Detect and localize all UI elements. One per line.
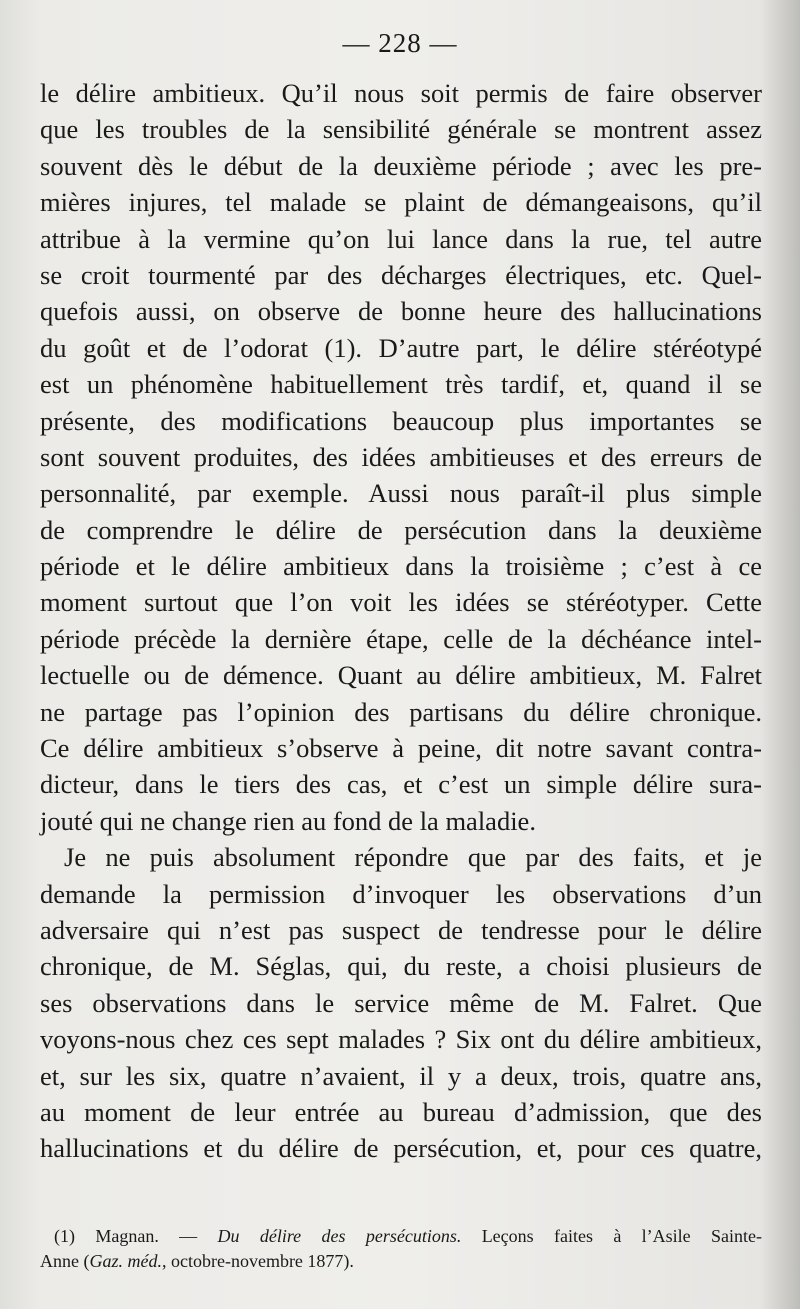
- text-line: est un phénomène habituellement très tardif, et, quand il se: [40, 369, 762, 400]
- text-line: présente, des modifications beaucoup plus importantes se: [40, 405, 762, 436]
- footnote-line: [40, 1249, 762, 1274]
- text-line: mières injures, tel malade se plaint de démangeaisons, qu’il: [40, 187, 762, 218]
- footnote-marker: (1) Magnan. —: [54, 1226, 218, 1246]
- text-line: personnalité, par exemple. Aussi nous paraît-il plus simple: [40, 478, 762, 509]
- text-line: de comprendre le délire de persécution dans la deuxième: [40, 514, 762, 545]
- text-line: du goût et de l’odorat (1). D’autre part, le délire stéréotypé: [40, 332, 762, 363]
- footnote: [40, 1224, 762, 1274]
- text-line: période et le délire ambitieux dans la troisième ; c’est à ce: [40, 551, 762, 582]
- footnote-text: Anne (: [40, 1251, 90, 1271]
- text-line: se croit tourmenté par des décharges électriques, etc. Quel-: [40, 259, 762, 290]
- page-number: — 228 —: [342, 28, 458, 58]
- text-line: hallucinations et du délire de persécution, et, pour ces quatre,: [40, 1133, 762, 1164]
- paragraph-first-line: Je ne puis absolument répondre que par des faits, et je: [64, 842, 762, 873]
- footnote-text: Leçons faites à l’Asile Sainte-: [461, 1226, 762, 1246]
- text-line: dicteur, dans le tiers des cas, et c’est un simple délire sura-: [40, 769, 762, 800]
- footnote-text: , octobre-novembre 1877).: [161, 1251, 354, 1271]
- text-line: quefois aussi, on observe de bonne heure des hallucinations: [40, 296, 762, 327]
- text-line: au moment de leur entrée au bureau d’admission, que des: [40, 1096, 762, 1127]
- text-line: voyons-nous chez ces sept malades ? Six ont du délire ambitieux,: [40, 1024, 762, 1055]
- text-line: que les troubles de la sensibilité générale se montrent assez: [40, 114, 762, 145]
- text-line: ne partage pas l’opinion des partisans du délire chronique.: [40, 696, 762, 727]
- text-line: moment surtout que l’on voit les idées se stéréotyper. Cette: [40, 587, 762, 618]
- text-line: attribue à la vermine qu’on lui lance dans la rue, tel autre: [40, 223, 762, 254]
- footnote-line: [40, 1224, 762, 1249]
- text-line: période précède la dernière étape, celle de la déchéance intel-: [40, 623, 762, 654]
- text-line: sont souvent produites, des idées ambitieuses et des erreurs de: [40, 441, 762, 472]
- footnote-title: Du délire des persécutions.: [217, 1226, 462, 1246]
- text-line: Ce délire ambitieux s’observe à peine, dit notre savant contra-: [40, 733, 762, 764]
- text-line: adversaire qui n’est pas suspect de tendresse pour le délire: [40, 914, 762, 945]
- text-line: demande la permission d’invoquer les observations d’un: [40, 878, 762, 909]
- text-line: et, sur les six, quatre n’avaient, il y a deux, trois, quatre ans,: [40, 1060, 762, 1091]
- text-line: le délire ambitieux. Qu’il nous soit permis de faire observer: [40, 78, 762, 108]
- text-line: souvent dès le début de la deuxième période ; avec les pre-: [40, 150, 762, 181]
- text-line: lectuelle ou de démence. Quant au délire ambitieux, M. Falret: [40, 660, 762, 691]
- text-line: jouté qui ne change rien au fond de la maladie.: [40, 805, 536, 836]
- text-line: ses observations dans le service même de M. Falret. Que: [40, 987, 762, 1018]
- footnote-journal: Gaz. méd.: [89, 1251, 162, 1271]
- body-text: [40, 75, 762, 1167]
- text-line: chronique, de M. Séglas, qui, du reste, a choisi plusieurs de: [40, 951, 762, 982]
